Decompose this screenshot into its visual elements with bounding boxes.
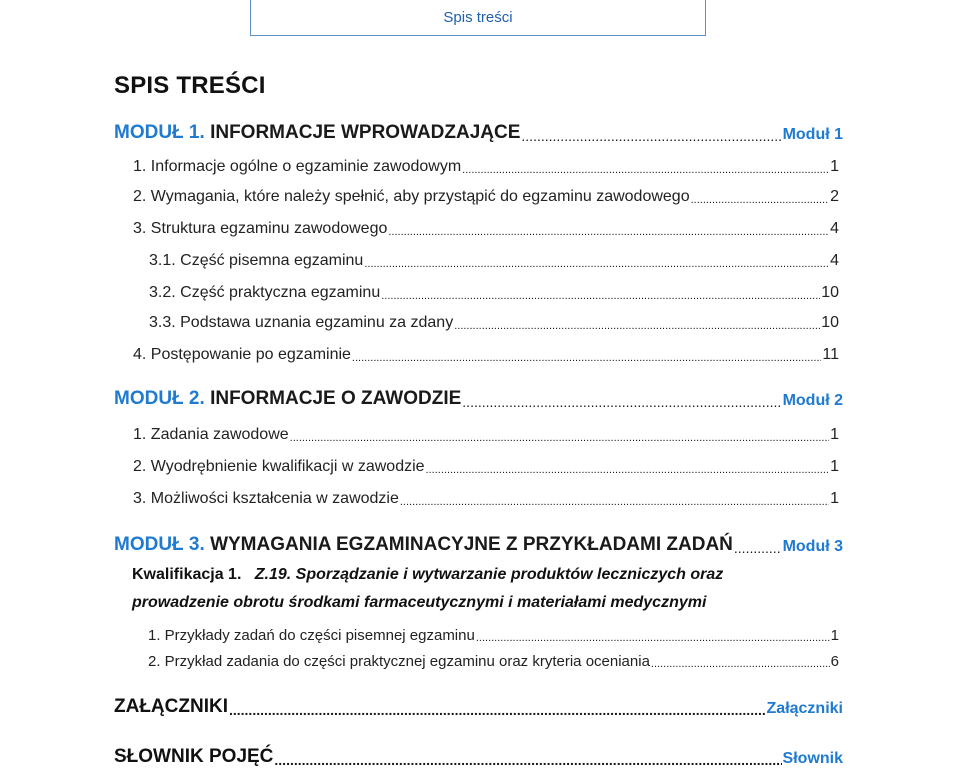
leader-dots <box>381 290 820 302</box>
toc-module-3[interactable] <box>0 530 960 556</box>
leader-dots <box>229 702 766 718</box>
module-1-page: Moduł 1 <box>782 126 843 143</box>
leader-dots <box>426 464 830 476</box>
toc-entry[interactable] <box>0 450 960 476</box>
leader-dots <box>364 258 829 270</box>
toc-entry-label: 1. Zadania zawodowe <box>133 426 289 443</box>
toc-entry-page: 10 <box>821 314 839 331</box>
toc-entry-label: 3.1. Część pisemna egzaminu <box>149 252 364 269</box>
toc-entry[interactable] <box>0 150 960 176</box>
leader-dots <box>352 352 821 364</box>
toc-entry[interactable] <box>0 244 960 270</box>
toc-glossary[interactable] <box>0 742 960 768</box>
leader-dots <box>691 194 830 206</box>
qualification-line-2[interactable] <box>132 594 706 612</box>
module-1-prefix: MODUŁ 1. <box>114 122 205 143</box>
qualification-prefix: Kwalifikacja 1. <box>132 566 242 583</box>
page-title: SPIS TREŚCI <box>114 72 266 99</box>
toc-entry-label: 1. Przykłady zadań do części pisemnej egzaminu <box>148 627 475 644</box>
toc-module-1[interactable] <box>0 118 960 144</box>
module-2-prefix: MODUŁ 2. <box>114 388 205 409</box>
toc-entry[interactable] <box>0 180 960 206</box>
leader-dots <box>462 164 829 176</box>
leader-dots <box>734 540 782 556</box>
toc-entry-label: 2. Przykład zadania do części praktycznej egzaminu oraz kryteria oceniania <box>148 653 650 670</box>
appendices-label: ZAŁĄCZNIKI <box>114 696 228 717</box>
module-3-prefix: MODUŁ 3. <box>114 534 205 555</box>
header-tab-label: Spis treści <box>443 9 513 26</box>
leader-dots <box>454 320 820 332</box>
toc-entry-label: 3.3. Podstawa uznania egzaminu za zdany <box>149 314 454 331</box>
toc-entry-page: 6 <box>830 653 839 670</box>
leader-dots <box>290 432 829 444</box>
toc-entry[interactable] <box>0 618 960 644</box>
qualification-title-cont: prowadzenie obrotu środkami farmaceutycznymi i materiałami medycznymi <box>132 594 707 611</box>
toc-entry-label: 4. Postępowanie po egzaminie <box>133 346 351 363</box>
glossary-page: Słownik <box>782 750 843 767</box>
module-2-page: Moduł 2 <box>782 392 843 409</box>
leader-dots <box>462 394 781 410</box>
toc-entry-page: 10 <box>821 284 839 301</box>
leader-dots <box>274 752 781 768</box>
toc-entry-label: 3. Struktura egzaminu zawodowego <box>133 220 388 237</box>
toc-entry-label: 3.2. Część praktyczna egzaminu <box>149 284 381 301</box>
toc-entry[interactable] <box>0 482 960 508</box>
appendices-page: Załączniki <box>766 700 843 717</box>
toc-appendices[interactable] <box>0 692 960 718</box>
leader-dots <box>388 226 829 238</box>
toc-entry-page: 1 <box>830 458 839 475</box>
toc-entry-page: 1 <box>830 490 839 507</box>
toc-entry-label: 1. Informacje ogólne o egzaminie zawodowym <box>133 158 462 175</box>
glossary-label: SŁOWNIK POJĘĆ <box>114 746 274 767</box>
leader-dots <box>651 658 830 670</box>
module-3-page: Moduł 3 <box>782 538 843 555</box>
toc-entry-page: 4 <box>830 220 839 237</box>
module-1-label: INFORMACJE WPROWADZAJĄCE <box>210 122 521 143</box>
toc-entry[interactable] <box>0 276 960 302</box>
module-2-label: INFORMACJE O ZAWODZIE <box>210 388 462 409</box>
toc-entry-page: 1 <box>830 426 839 443</box>
toc-entry[interactable] <box>0 212 960 238</box>
leader-dots <box>400 496 829 508</box>
toc-entry-page: 2 <box>830 188 839 205</box>
toc-entry-label: 2. Wyodrębnienie kwalifikacji w zawodzie <box>133 458 425 475</box>
toc-entry[interactable] <box>0 338 960 364</box>
toc-entry-label: 3. Możliwości kształcenia w zawodzie <box>133 490 399 507</box>
toc-module-2[interactable] <box>0 384 960 410</box>
header-tab <box>250 0 706 36</box>
qualification-line-1[interactable] <box>132 566 723 584</box>
leader-dots <box>476 632 830 644</box>
toc-entry-page: 1 <box>830 627 839 644</box>
toc-entry[interactable] <box>0 306 960 332</box>
leader-dots <box>521 128 781 144</box>
module-3-label: WYMAGANIA EGZAMINACYJNE Z PRZYKŁADAMI ZADAŃ <box>210 534 733 555</box>
qualification-title: Z.19. Sporządzanie i wytwarzanie produktów leczniczych oraz <box>254 566 724 583</box>
toc-entry-label: 2. Wymagania, które należy spełnić, aby przystąpić do egzaminu zawodowego <box>133 188 690 205</box>
toc-entry-page: 11 <box>822 346 839 363</box>
toc-entry[interactable] <box>0 418 960 444</box>
toc-entry-page: 1 <box>830 158 839 175</box>
toc-entry-page: 4 <box>830 252 839 269</box>
toc-entry[interactable] <box>0 644 960 670</box>
